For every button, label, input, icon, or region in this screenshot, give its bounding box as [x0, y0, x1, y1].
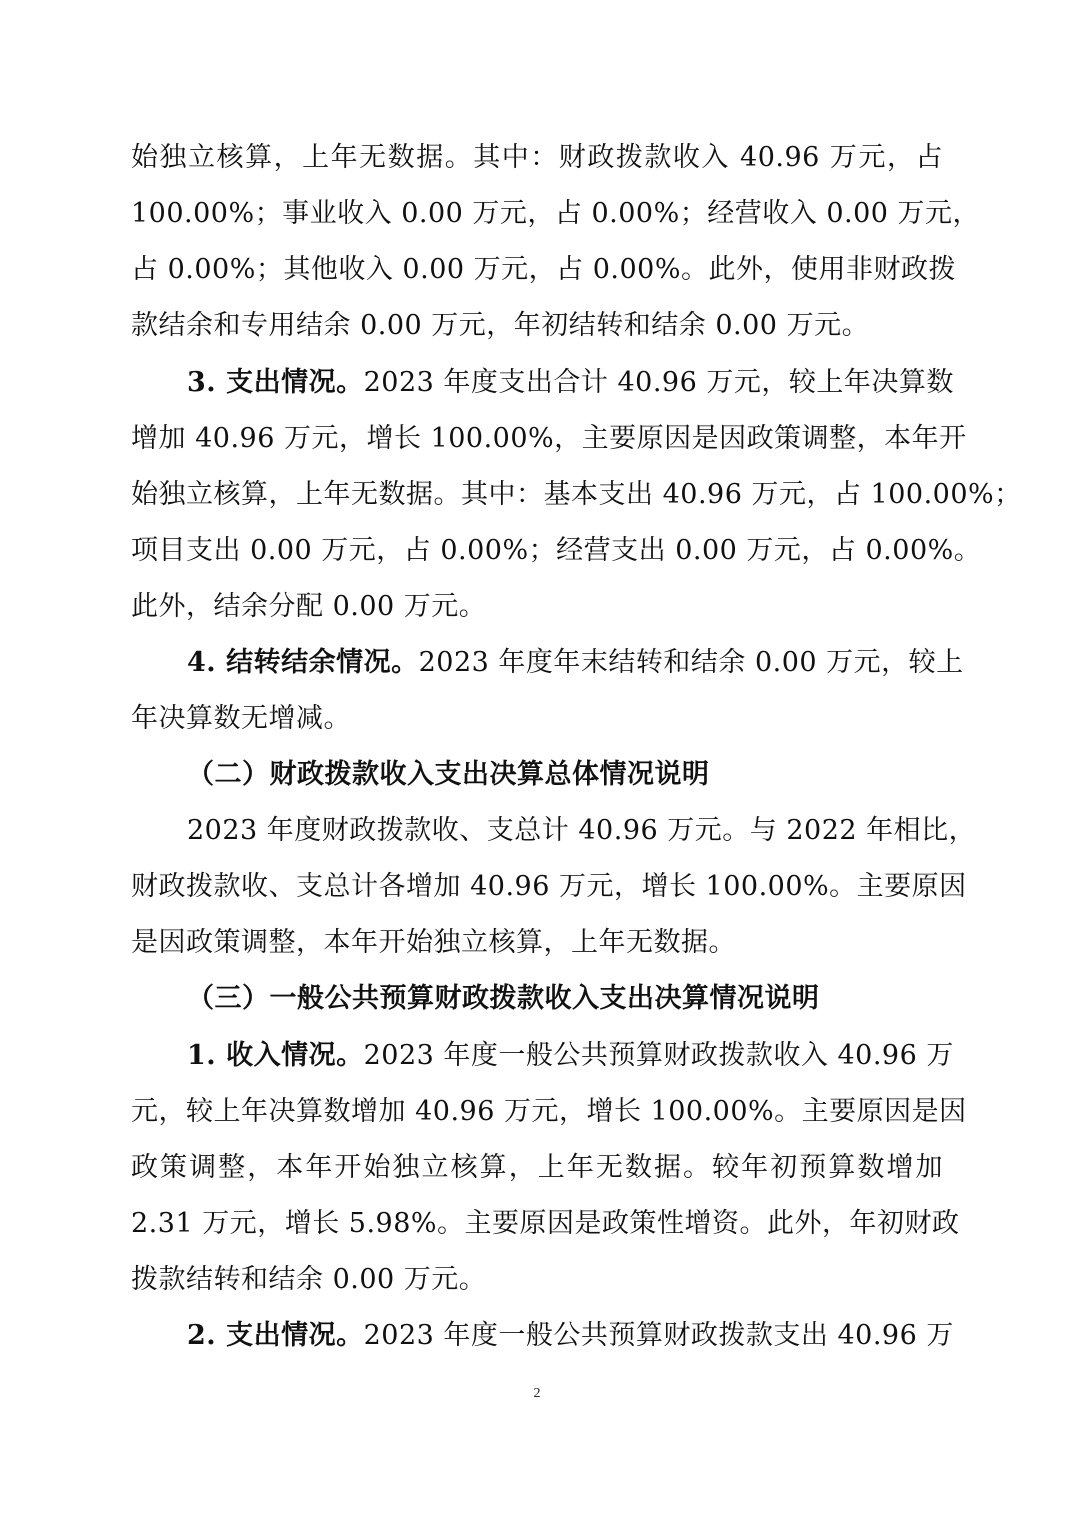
- line-text: 是因政策调整，本年开始独立核算，上年无数据。: [131, 927, 736, 958]
- paragraph-line: [131, 1260, 943, 1300]
- paragraph-line: [131, 531, 982, 571]
- line-text: 2.31 万元，增长 5.98%。主要原因是政策性增资。此外，年初财政: [131, 1208, 960, 1239]
- section-2-line: [187, 1316, 954, 1356]
- paragraph-line: [131, 587, 943, 627]
- section-3-line: [187, 363, 954, 403]
- line-text: 政策调整，本年开始独立核算，上年无数据。较年初预算数增加: [131, 1152, 943, 1183]
- line-text: 增加 40.96 万元，增长 100.00%，主要原因是因政策调整，本年开: [131, 423, 967, 454]
- paragraph-line: [131, 138, 943, 178]
- line-text: 2023 年度一般公共预算财政拨款支出 40.96 万: [363, 1320, 954, 1351]
- line-text: 占 0.00%；其他收入 0.00 万元，占 0.00%。此外，使用非财政拨: [131, 254, 956, 285]
- line-text: 始独立核算，上年无数据。其中：基本支出 40.96 万元，占 100.00%；: [131, 479, 1022, 510]
- line-text: 100.00%；事业收入 0.00 万元，占 0.00%；经营收入 0.00 万元，: [131, 198, 981, 229]
- heading-text: （三）一般公共预算财政拨款收入支出决算情况说明: [187, 983, 820, 1014]
- paragraph-line: [131, 194, 981, 234]
- line-text: 2023 年度财政拨款收、支总计 40.96 万元。与 2022 年相比，: [187, 815, 977, 846]
- line-text: 2023 年度支出合计 40.96 万元，较上年决算数: [363, 367, 954, 398]
- subsection-heading-2: [187, 755, 710, 795]
- section-4-heading: 4. 结转结余情况。: [187, 647, 419, 678]
- line-text: 项目支出 0.00 万元，占 0.00%；经营支出 0.00 万元，占 0.00%。: [131, 535, 982, 566]
- line-text: 此外，结余分配 0.00 万元。: [131, 591, 487, 622]
- paragraph-line: [131, 1148, 943, 1188]
- heading-text: （二）财政拨款收入支出决算总体情况说明: [187, 759, 710, 790]
- paragraph-line: [131, 867, 967, 907]
- page-number: 2: [533, 1386, 541, 1401]
- section-1-line: [187, 1036, 954, 1076]
- paragraph-line: [131, 923, 943, 963]
- line-text: 2023 年度一般公共预算财政拨款收入 40.96 万: [363, 1040, 954, 1071]
- paragraph-line: [187, 811, 977, 851]
- paragraph-line: [131, 699, 943, 739]
- section-1-heading: 1. 收入情况。: [187, 1040, 364, 1071]
- line-text: 财政拨款收、支总计各增加 40.96 万元，增长 100.00%。主要原因: [131, 871, 967, 902]
- paragraph-line: [131, 250, 956, 290]
- paragraph-line: [131, 306, 943, 346]
- paragraph-line: [131, 1204, 960, 1244]
- line-text: 年决算数无增减。: [131, 703, 351, 734]
- section-3-heading: 3. 支出情况。: [187, 367, 364, 398]
- line-text: 款结余和专用结余 0.00 万元，年初结转和结余 0.00 万元。: [131, 310, 870, 341]
- paragraph-line: [131, 419, 967, 459]
- section-4-line: [187, 643, 964, 683]
- line-text: 元，较上年决算数增加 40.96 万元，增长 100.00%。主要原因是因: [131, 1096, 967, 1127]
- line-text: 拨款结转和结余 0.00 万元。: [131, 1264, 487, 1295]
- paragraph-line: [131, 475, 1022, 515]
- line-text: 始独立核算，上年无数据。其中：财政拨款收入 40.96 万元，占: [131, 142, 943, 173]
- line-text: 2023 年度年末结转和结余 0.00 万元，较上: [418, 647, 964, 678]
- subsection-heading-3: [187, 979, 820, 1019]
- paragraph-line: [131, 1092, 967, 1132]
- section-2-heading: 2. 支出情况。: [187, 1320, 364, 1351]
